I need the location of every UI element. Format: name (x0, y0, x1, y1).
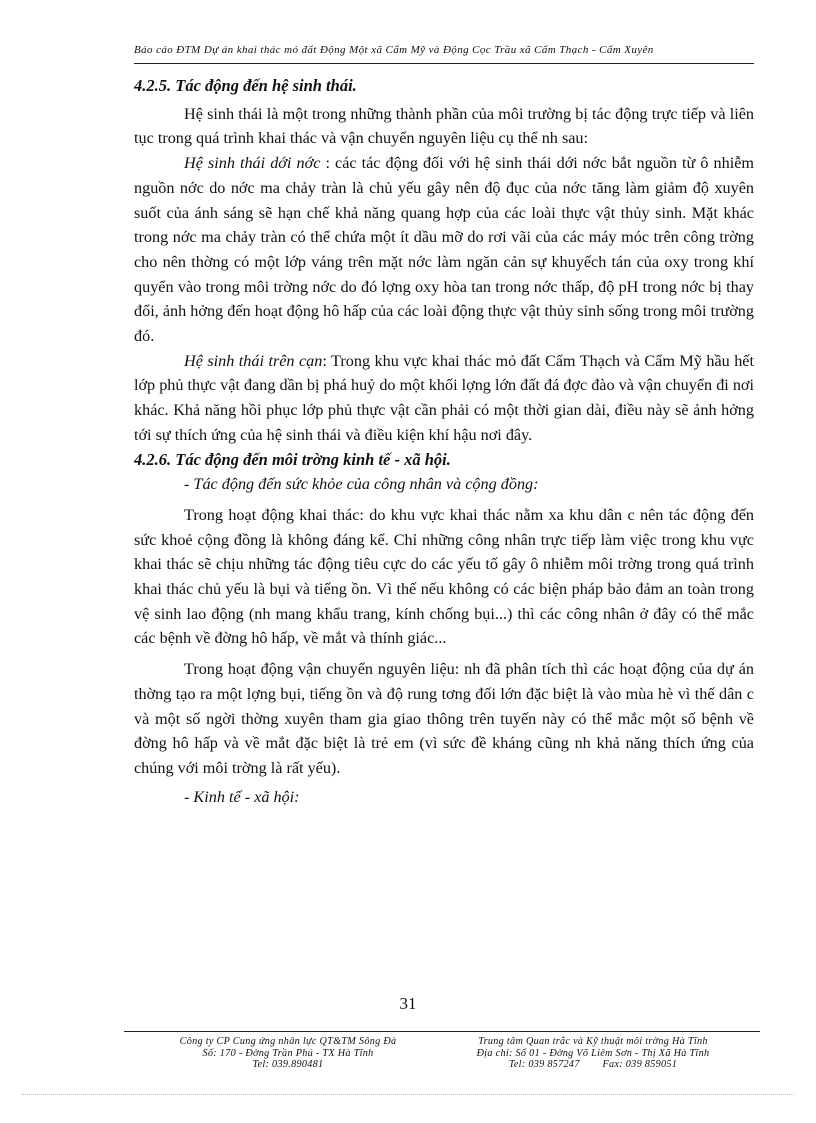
footer-right (438, 1036, 748, 1071)
header-rule (134, 63, 754, 64)
paragraph-ecosystem-intro: Hệ sinh thái là một trong những thành phần của môi trường bị tác động trực tiếp và liên tục trong quá trình khai thác và vận chuyển nguyên liệu cụ thể nh sau: (134, 104, 754, 148)
paragraph-aquatic-ecosystem (134, 151, 754, 349)
footer-left (138, 1036, 438, 1071)
document-body (134, 74, 754, 809)
paragraph-health-transport: Trong hoạt động vận chuyển nguyên liệu: nh đã phân tích thì các hoạt động của dự án thờng tạo ra một lợng bụi, tiếng ồn và độ rung tơng đối lớn đặc biệt là vào mùa hè vì thế dân c và một số ngời thờng xuyên tham gia giao thông trên tuyến này có thể mắc một số bệnh về đờng hô hấp và về mắt đặc biệt là trẻ em (vì sức đề kháng cũng nh khả năng thích ứng của chúng với môi trờng là rất yếu). (134, 660, 754, 777)
subheading-health: - Tác động đến sức khỏe của công nhân và cộng đồng: (184, 475, 539, 494)
footer-right-line: Trung tâm Quan trắc và Kỹ thuật môi trờng Hà Tĩnh (478, 1036, 708, 1047)
subheading-economy: - Kinh tế - xã hội: (184, 787, 300, 806)
page-edge-divider (22, 1094, 794, 1095)
footer-left-line: Số: 170 - Đờng Trần Phú - TX Hà Tĩnh (202, 1047, 374, 1059)
page-number: 31 (399, 994, 417, 1013)
footer-rule (124, 1031, 760, 1032)
footer-right-line: Tel: 039 857247 Fax: 039 859051 (508, 1059, 678, 1070)
paragraph-terrestrial-ecosystem (134, 349, 754, 448)
footer-right-line: Địa chỉ: Số 01 - Đờng Võ Liêm Sơn - Thị Xã Hà Tĩnh (476, 1047, 710, 1059)
terrestrial-ecosystem-lead: Hệ sinh thái trên cạn (184, 351, 323, 370)
terrestrial-ecosystem-text: : Trong khu vực khai thác mỏ đất Cẩm Thạch và Cẩm Mỹ hầu hết lớp phủ thực vật đang dần bị phá huỷ do một khối lợng lớn đất đá đợc đào và vận chuyển đi nơi khác. Khả năng hồi phục lớp phủ thực vật cần phải có một thời gian dài, điều này sẽ ảnh hởng tới sự thích ứng của hệ sinh thái và điều kiện khí hậu nơi đây. (134, 351, 754, 444)
section-heading-socioeconomic: 4.2.6. Tác động đến môi trờng kinh tế - xã hội. (134, 449, 451, 469)
paragraph-health-mining: Trong hoạt động khai thác: do khu vực khai thác nằm xa khu dân c nên tác động đến sức khoẻ cộng đồng là không đáng kể. Chỉ những công nhân trực tiếp làm việc trong khu vực khai thác sẽ chịu những tác động tiêu cực do các yếu tố gây ô nhiễm môi trờng trong quá trình khai thác chủ yếu là bụi và tiếng ồn. Vì thế nếu không có các biện pháp bảo đảm an toàn trong vệ sinh lao động (nh mang khẩu trang, kính chống bụi...) thì các công nhân ở đây có thể mắc các bệnh về đờng hô hấp, về mắt và thính giác... (134, 505, 754, 648)
section-heading-ecosystem: 4.2.5. Tác động đến hệ sinh thái. (134, 76, 357, 95)
aquatic-ecosystem-text: : các tác động đối với hệ sinh thái dới nớc bắt nguồn từ ô nhiễm nguồn nớc do nớc ma chảy tràn là chủ yếu gây nên độ đục của nớc tăng làm giảm độ xuyên suốt của ánh sáng sẽ hạn chế khả năng quang hợp của các loài thực vật thủy sinh. Mặt khác trong nớc ma chảy tràn có thể chứa một ít dầu mỡ do rơi vãi của các máy móc trên công trờng cho nên thờng có một lớp váng trên mặt nớc làm ngăn cản sự khuyếch tán của oxy trong khí quyển vào trong môi trờng nớc do đó lợng oxy hòa tan trong nớc thấp, độ pH trong nớc bị thay đổi, ảnh hởng đến hoạt động hô hấp của các loài động thực vật thủy sinh sống trong môi trường đó. (134, 154, 754, 346)
aquatic-ecosystem-lead: Hệ sinh thái dới nớc (184, 154, 321, 173)
footer-left-line: Tel: 039.890481 (252, 1059, 324, 1070)
running-header: Báo cáo ĐTM Dự án khai thác mỏ đất Động Một xã Cẩm Mỹ và Động Cọc Trầu xã Cẩm Thạch - Cẩm Xuyên (134, 44, 654, 56)
footer-left-line: Công ty CP Cung ứng nhân lực QT&TM Sông Đà (179, 1036, 397, 1047)
